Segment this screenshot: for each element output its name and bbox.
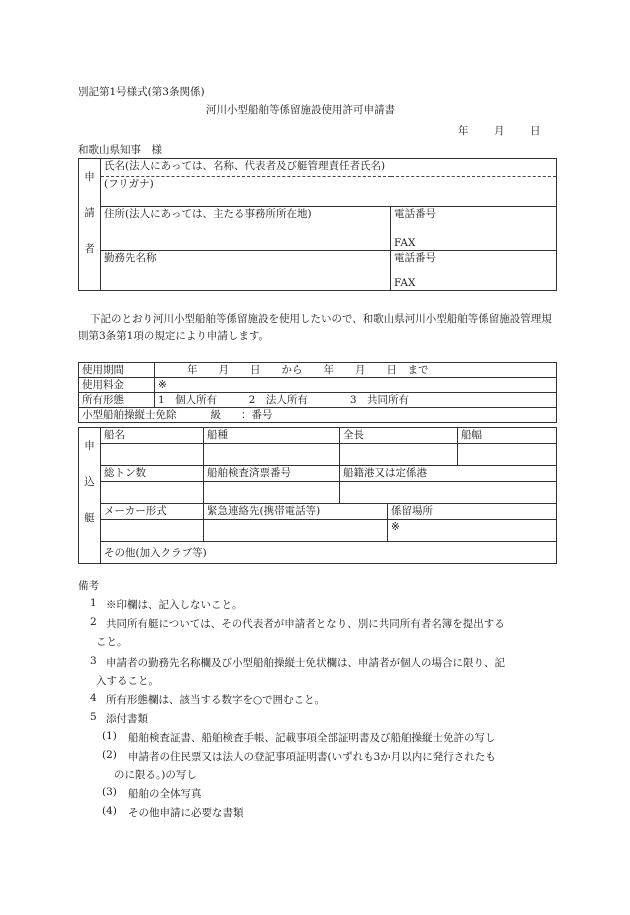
- applicant-section-label: [79, 159, 101, 291]
- attachment-1-number: (1): [102, 730, 117, 742]
- date-day-label: 日: [530, 125, 541, 137]
- vessel-type-label: 船種: [204, 428, 340, 444]
- applicant-address-field[interactable]: [101, 207, 391, 229]
- ownership-options[interactable]: 1 個人所有 2 法人所有 3 共同所有: [155, 393, 557, 408]
- emergency-label: 緊急連絡先(携帯電話等): [204, 504, 388, 520]
- emergency-field[interactable]: [204, 520, 388, 542]
- license-field[interactable]: [79, 408, 557, 423]
- applicant-char-1: 申: [84, 171, 95, 183]
- maker-label: メーカー形式: [101, 504, 204, 520]
- vessel-char-1: 申: [84, 440, 95, 452]
- applicant-fax-field-2[interactable]: [391, 269, 557, 291]
- applicant-name-field[interactable]: [101, 159, 557, 177]
- note-2-continuation: こと。: [96, 636, 128, 648]
- note-1-text: ※印欄は、記入しないこと。: [106, 599, 243, 611]
- vessel-width-label: 船幅: [458, 428, 557, 444]
- applicant-address-value[interactable]: [101, 229, 391, 251]
- period-field[interactable]: 年 月 日 から 年 月 日 まで: [155, 363, 557, 378]
- other-field[interactable]: [101, 542, 557, 564]
- note-4-number: 4: [90, 692, 97, 704]
- notes-heading: 備考: [78, 580, 99, 592]
- tonnage-field[interactable]: [101, 482, 204, 504]
- license-label: 小型船舶操縦士免除: [82, 409, 177, 421]
- fee-field: ※: [155, 378, 557, 393]
- usage-details-table: [78, 362, 557, 423]
- maker-field[interactable]: [101, 520, 204, 542]
- vessel-table: [78, 427, 557, 564]
- note-1-number: 1: [90, 597, 97, 609]
- applicant-table: [78, 158, 557, 291]
- application-statement: 下記のとおり河川小型船舶等係留施設を使用したいので、和歌山県河川小型船舶等係留施設管理規則第3条第1項の規定により申請します。: [78, 313, 552, 342]
- applicant-fax-field[interactable]: [391, 229, 557, 251]
- vessel-name-label: 船名: [101, 428, 204, 444]
- attachment-2-text: 申請者の住民票又は法人の登記事項証明書(いずれも3か月以内に発行されたも: [128, 751, 496, 763]
- form-number: 別記第1号様式(第3条関係): [78, 86, 205, 98]
- applicant-workplace-label: 勤務先名称: [104, 252, 157, 264]
- note-3-continuation: 入すること。: [96, 675, 159, 687]
- port-label: 船籍港又は定係港: [340, 466, 557, 482]
- note-5-text: 添付書類: [106, 713, 148, 725]
- fee-label: 使用料金: [79, 378, 155, 393]
- date-month-label: 月: [494, 125, 505, 137]
- attachment-4-text: その他申請に必要な書類: [128, 807, 244, 819]
- vessel-section-label: [79, 428, 101, 564]
- addressee: 和歌山県知事 様: [78, 144, 162, 156]
- attachment-3-text: 船舶の全体写真: [128, 788, 202, 800]
- port-field[interactable]: [340, 482, 557, 504]
- applicant-fax-label-2: FAX: [394, 277, 416, 289]
- note-4-text: 所有形態欄は、該当する数字を○で囲むこと。: [106, 694, 326, 706]
- vessel-width-field[interactable]: [458, 444, 557, 466]
- date-year-label: 年: [458, 125, 469, 137]
- mooring-label: 係留場所: [388, 504, 557, 520]
- tonnage-label: 総トン数: [101, 466, 204, 482]
- vessel-char-2: 込: [84, 476, 95, 488]
- period-label: 使用期間: [79, 363, 155, 378]
- attachment-1-text: 船舶検査証書、船舶検査手帳、記載事項全部証明書及び船舶操縦士免許の写し: [128, 732, 496, 744]
- applicant-workplace-field[interactable]: [101, 251, 391, 269]
- applicant-name-label: 氏名(法人にあっては、名称、代表者及び艇管理責任者氏名): [104, 160, 386, 172]
- applicant-furigana-field[interactable]: [101, 177, 557, 207]
- applicant-address-label: 住所(法人にあっては、主たる事務所所在地): [104, 208, 312, 220]
- ownership-label: 所有形態: [79, 393, 155, 408]
- attachment-2-continuation: のに限る。)の写し: [114, 769, 197, 781]
- mooring-field: ※: [388, 520, 557, 542]
- note-2-number: 2: [90, 616, 97, 628]
- applicant-phone-label: 電話番号: [394, 208, 436, 220]
- license-number-label: ：番号: [241, 409, 273, 421]
- note-3-number: 3: [90, 655, 97, 667]
- applicant-furigana-label: (フリガナ): [104, 178, 154, 190]
- applicant-phone-field-2[interactable]: [391, 251, 557, 269]
- vessel-char-3: 艇: [84, 512, 95, 524]
- applicant-char-3: 者: [84, 243, 95, 255]
- vessel-type-field[interactable]: [204, 444, 340, 466]
- inspection-label: 船舶検査済票番号: [204, 466, 340, 482]
- attachment-3-number: (3): [102, 786, 117, 798]
- vessel-length-label: 全長: [340, 428, 458, 444]
- note-2-text: 共同所有艇については、その代表者が申請者となり、別に共同所有者名簿を提出する: [106, 618, 505, 630]
- license-grade-label: 級: [210, 409, 221, 421]
- applicant-workplace-value[interactable]: [101, 269, 391, 291]
- vessel-name-field[interactable]: [101, 444, 204, 466]
- vessel-length-field[interactable]: [340, 444, 458, 466]
- other-label: その他(加入クラブ等): [104, 546, 207, 559]
- applicant-fax-label: FAX: [394, 237, 416, 249]
- attachment-2-number: (2): [102, 749, 117, 761]
- applicant-phone-label-2: 電話番号: [394, 252, 436, 264]
- note-3-text: 申請者の勤務先名称欄及び小型船舶操縦士免状欄は、申請者が個人の場合に限り、記: [106, 657, 505, 669]
- applicant-char-2: 請: [84, 207, 95, 219]
- attachment-4-number: (4): [102, 805, 117, 817]
- form-title: 河川小型船舶等係留施設使用許可申請書: [206, 104, 395, 116]
- note-5-number: 5: [90, 711, 97, 723]
- applicant-phone-field[interactable]: [391, 207, 557, 229]
- inspection-field[interactable]: [204, 482, 340, 504]
